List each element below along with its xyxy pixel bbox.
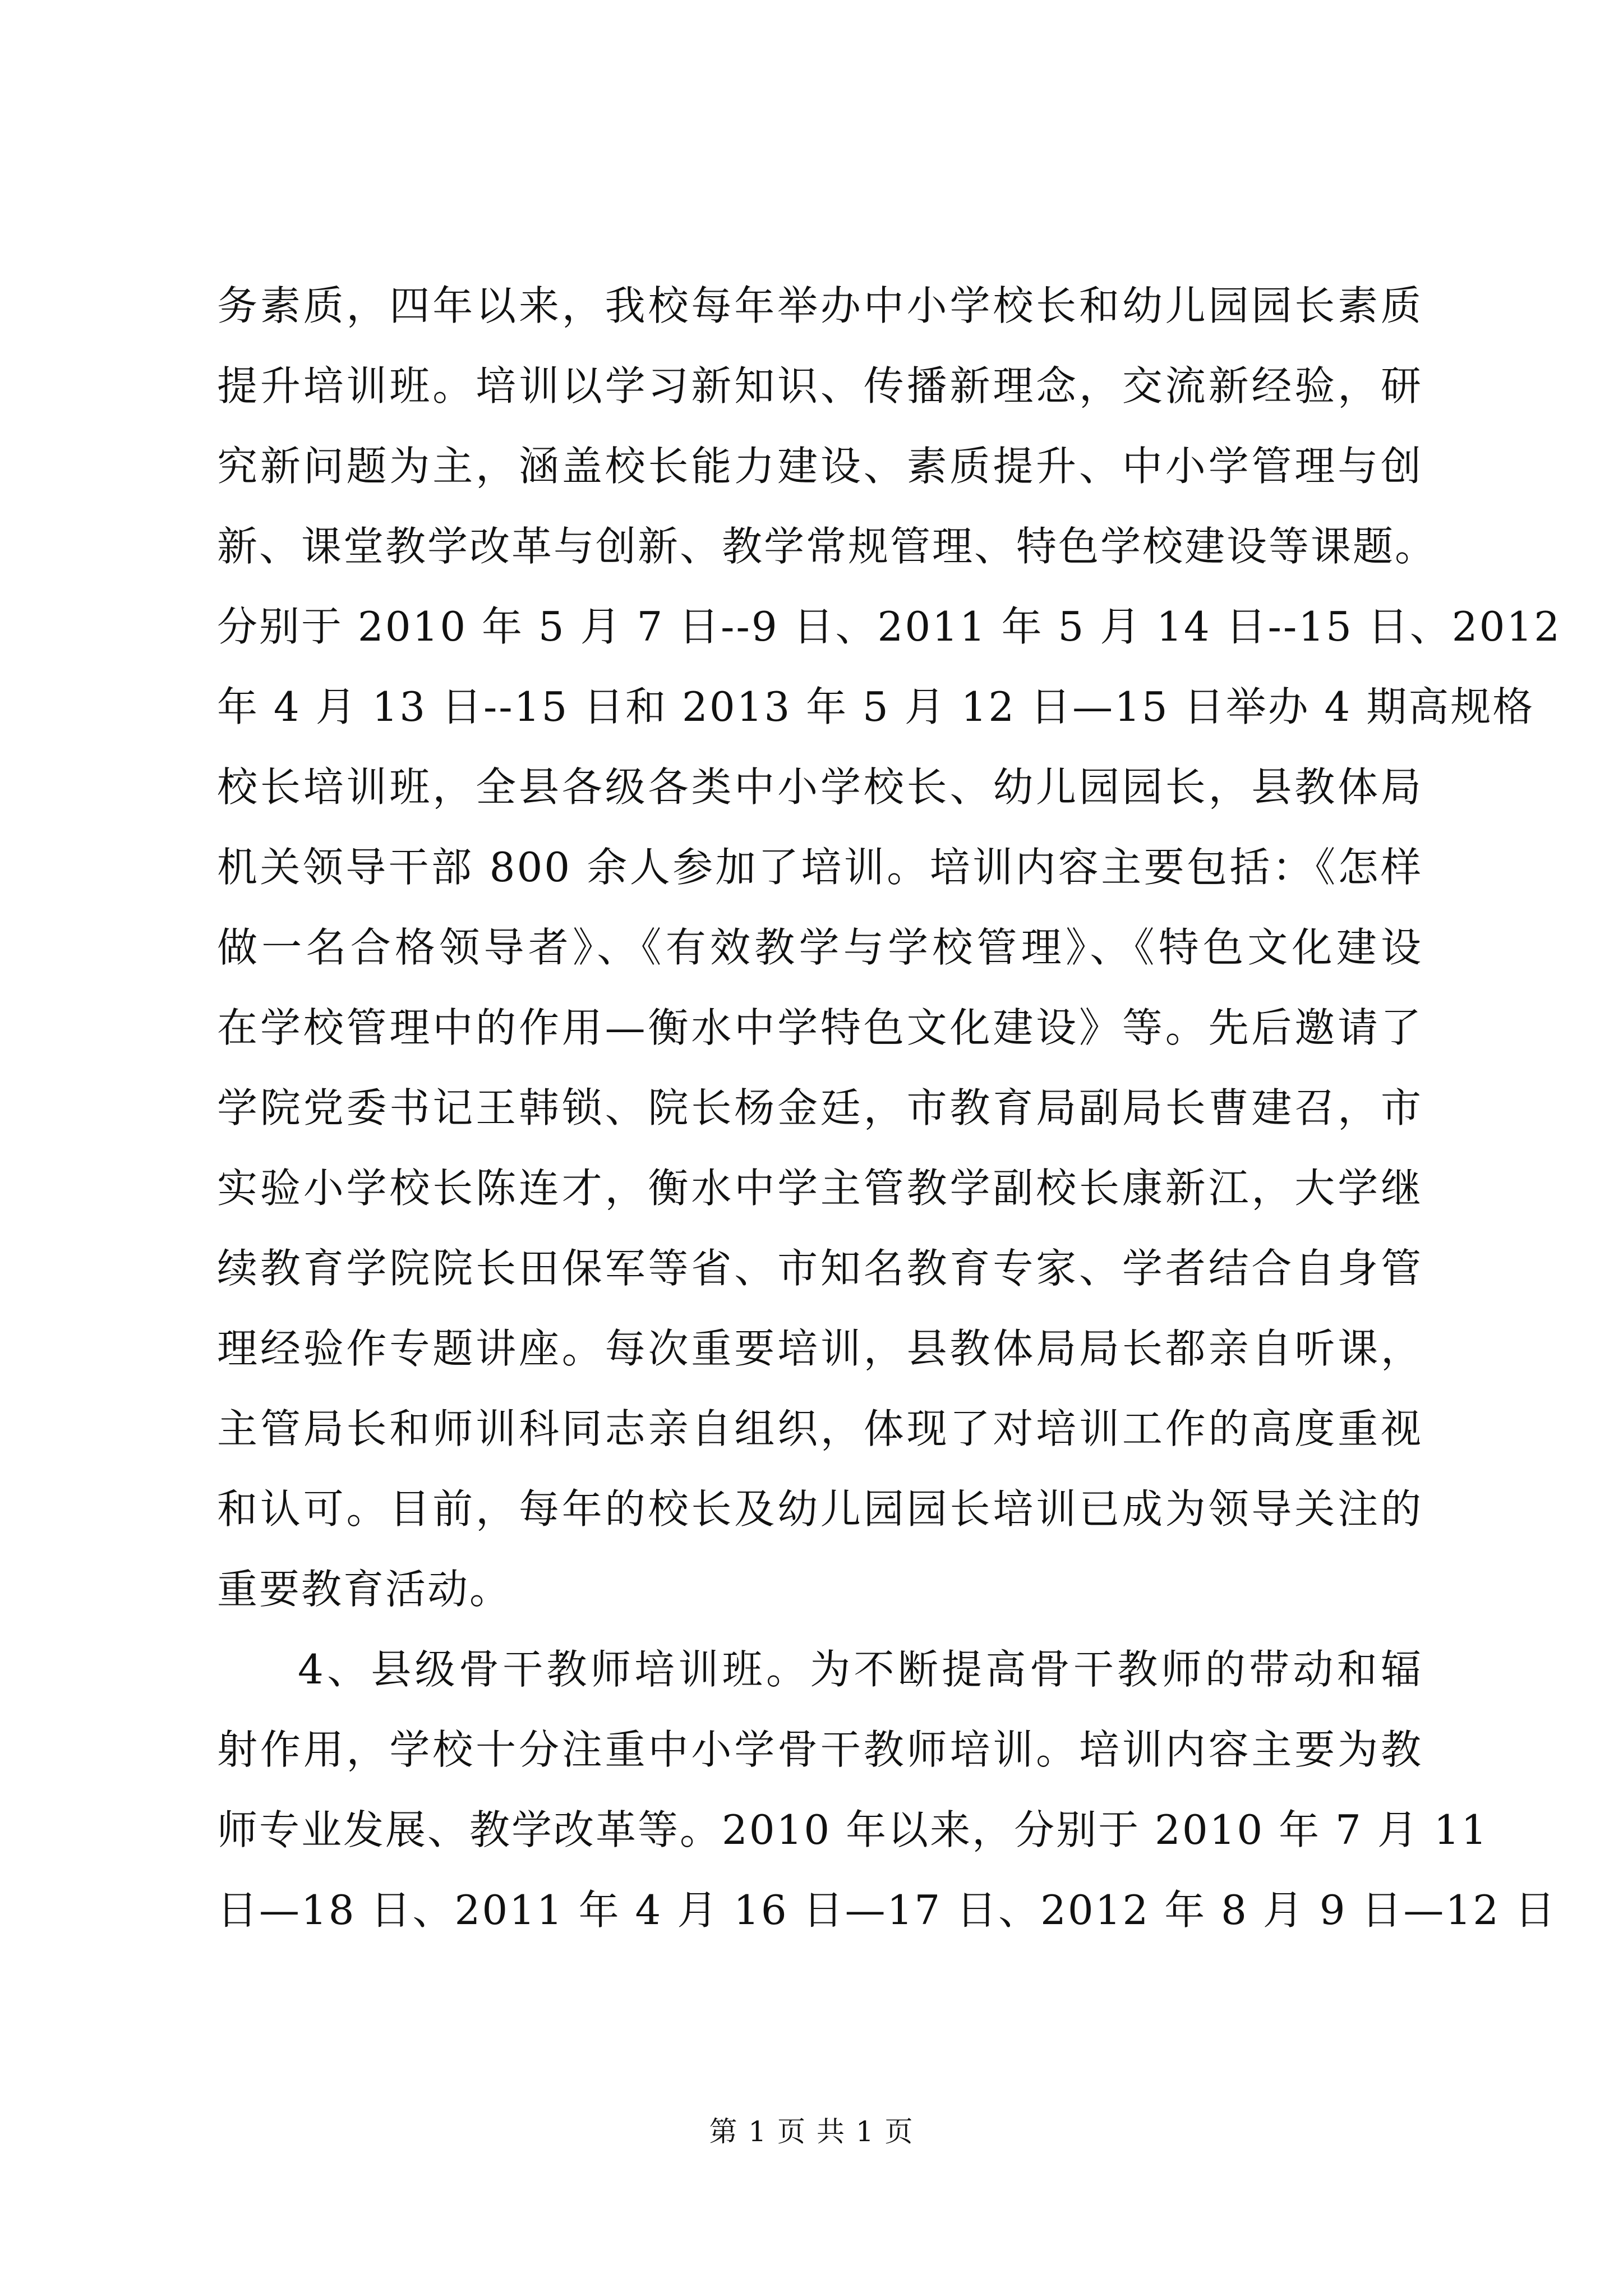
text-line: 主管局长和师训科同志亲自组织，体现了对培训工作的高度重视 [217, 1405, 1423, 1452]
text-line: 实验小学校长陈连才，衡水中学主管教学副校长康新江，大学继 [217, 1165, 1423, 1212]
text-line: 校长培训班，全县各级各类中小学校长、幼儿园园长，县教体局 [217, 763, 1423, 811]
text-line: 续教育学院院长田保军等省、市知名教育专家、学者结合自身管 [217, 1245, 1423, 1292]
text-line: 理经验作专题讲座。每次重要培训，县教体局局长都亲自听课， [217, 1325, 1423, 1372]
page-footer: 第 1 页 共 1 页 [709, 2115, 914, 2148]
text-line: 年 4 月 13 日--15 日和 2013 年 5 月 12 日—15 日举办 4 期高规格 [217, 683, 1535, 730]
text-line: 学院党委书记王韩锁、院长杨金廷，市教育局副局长曹建召，市 [217, 1084, 1423, 1131]
text-line: 机关领导干部 800 余人参加了培训。培训内容主要包括：《怎样 [217, 844, 1423, 891]
text-line: 日—18 日、2011 年 4 月 16 日—17 日、2012 年 8 月 9 日—12 日 [217, 1887, 1557, 1934]
text-line: 和认可。目前，每年的校长及幼儿园园长培训已成为领导关注的 [217, 1485, 1423, 1533]
text-line: 新、课堂教学改革与创新、教学常规管理、特色学校建设等课题。 [217, 523, 1437, 570]
text-line: 究新问题为主，涵盖校长能力建设、素质提升、中小学管理与创 [217, 443, 1423, 490]
body-text [217, 266, 1562, 1950]
text-line: 师专业发展、教学改革等。2010 年以来，分别于 2010 年 7 月 11 [217, 1806, 1489, 1853]
text-line: 做一名合格领导者》、《有效教学与学校管理》、《特色文化建设 [217, 924, 1423, 971]
text-line: 射作用，学校十分注重中小学骨干教师培训。培训内容主要为教 [217, 1726, 1423, 1773]
text-line: 提升培训班。培训以学习新知识、传播新理念，交流新经验，研 [217, 362, 1423, 409]
text-line: 重要教育活动。 [217, 1566, 512, 1613]
text-line: 分别于 2010 年 5 月 7 日--9 日、2011 年 5 月 14 日--15 日、2012 [217, 603, 1562, 650]
paragraph-first-line: 4、县级骨干教师培训班。为不断提高骨干教师的带动和辐 [298, 1646, 1423, 1693]
text-line: 务素质，四年以来，我校每年举办中小学校长和幼儿园园长素质 [217, 282, 1423, 329]
text-line: 在学校管理中的作用—衡水中学特色文化建设》等。先后邀请了 [217, 1004, 1423, 1051]
